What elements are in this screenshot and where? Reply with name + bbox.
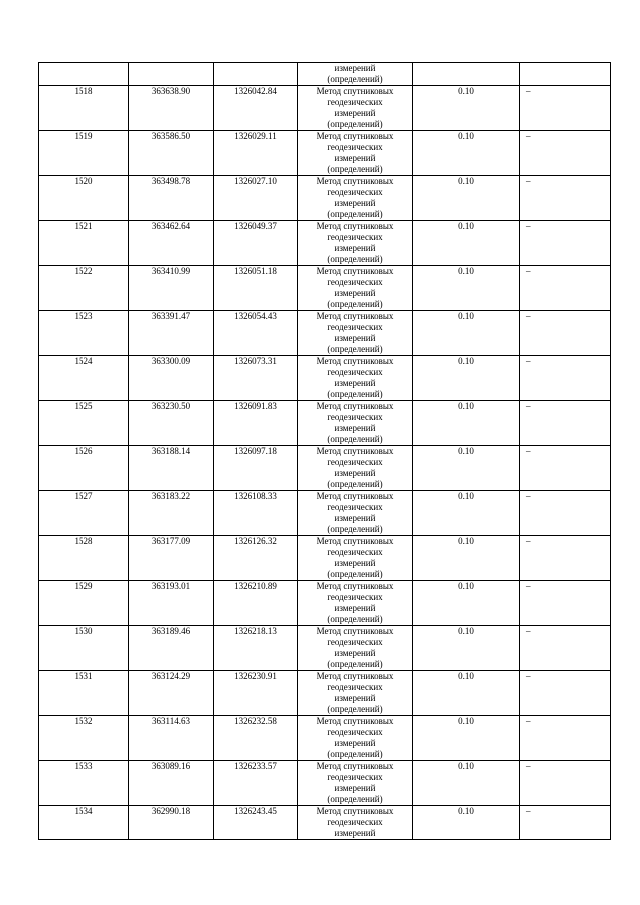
cell-method [298,626,413,671]
cell-method [298,491,413,536]
cell-y: 1326218.13 [214,626,298,671]
cell-accuracy: 0.10 [413,311,520,356]
cell-method [298,581,413,626]
cell-y: 1326210.89 [214,581,298,626]
method-line: измерений [334,783,376,793]
method-line: геодезических [327,367,383,377]
cell-method [298,311,413,356]
cell-point-id: 1527 [39,491,129,536]
method-line: (определений) [327,209,383,219]
cell-accuracy: 0.10 [413,581,520,626]
method-line: (определений) [327,569,383,579]
table-row [39,446,611,491]
method-line: измерений [334,243,376,253]
cell-extra: – [520,581,611,626]
method-line: геодезических [327,637,383,647]
cell-y: 1326051.18 [214,266,298,311]
cell-method [298,446,413,491]
cell-x: 363462.64 [129,221,214,266]
method-line: геодезических [327,502,383,512]
cell-extra: – [520,131,611,176]
cell-y: 1326232.58 [214,716,298,761]
cell-point-id: 1519 [39,131,129,176]
cell-x: 363300.09 [129,356,214,401]
cell-method [298,806,413,840]
method-line: Метод спутниковых [316,761,394,771]
cell-y [214,63,298,86]
cell-method [298,86,413,131]
method-line: (определений) [327,749,383,759]
cell-method [298,266,413,311]
document-page [38,62,610,840]
method-line: измерений [334,108,376,118]
table-row [39,356,611,401]
cell-x [129,63,214,86]
cell-x: 363391.47 [129,311,214,356]
cell-method [298,176,413,221]
method-line: измерений [334,423,376,433]
cell-point-id: 1534 [39,806,129,840]
method-line: Метод спутниковых [316,266,394,276]
method-line: Метод спутниковых [316,626,394,636]
cell-point-id: 1525 [39,401,129,446]
method-line: измерений [334,198,376,208]
coordinates-table-body [39,63,611,840]
cell-extra: – [520,356,611,401]
cell-method [298,761,413,806]
method-line: (определений) [327,74,383,84]
method-line: геодезических [327,232,383,242]
cell-extra: – [520,86,611,131]
method-line: геодезических [327,277,383,287]
method-line: измерений [334,333,376,343]
method-line: Метод спутниковых [316,446,394,456]
cell-x: 363183.22 [129,491,214,536]
method-line: (определений) [327,164,383,174]
table-row [39,311,611,356]
method-line: геодезических [327,547,383,557]
method-line: (определений) [327,299,383,309]
table-row [39,716,611,761]
method-line: измерений [334,288,376,298]
cell-y: 1326073.31 [214,356,298,401]
cell-accuracy: 0.10 [413,266,520,311]
cell-point-id: 1526 [39,446,129,491]
cell-extra: – [520,536,611,581]
cell-accuracy: 0.10 [413,806,520,840]
cell-extra: – [520,491,611,536]
cell-accuracy: 0.10 [413,221,520,266]
method-line: (определений) [327,794,383,804]
table-row [39,536,611,581]
method-line: геодезических [327,727,383,737]
method-line: Метод спутниковых [316,401,394,411]
cell-accuracy: 0.10 [413,446,520,491]
method-line: измерений [334,513,376,523]
cell-method [298,131,413,176]
method-line: Метод спутниковых [316,356,394,366]
method-line: геодезических [327,592,383,602]
cell-y: 1326042.84 [214,86,298,131]
method-line: (определений) [327,524,383,534]
method-line: Метод спутниковых [316,536,394,546]
cell-accuracy [413,63,520,86]
method-line: измерений [334,648,376,658]
table-row [39,401,611,446]
cell-accuracy: 0.10 [413,491,520,536]
table-row [39,221,611,266]
method-line: измерений [334,828,376,838]
cell-method [298,716,413,761]
method-line: (определений) [327,434,383,444]
method-line: измерений [334,558,376,568]
cell-extra: – [520,446,611,491]
method-line: (определений) [327,254,383,264]
cell-y: 1326233.57 [214,761,298,806]
cell-y: 1326027.10 [214,176,298,221]
cell-y: 1326108.33 [214,491,298,536]
cell-point-id: 1524 [39,356,129,401]
method-line: измерений [334,468,376,478]
method-line: геодезических [327,142,383,152]
cell-y: 1326126.32 [214,536,298,581]
table-row [39,131,611,176]
cell-x: 363089.16 [129,761,214,806]
method-line: (определений) [327,659,383,669]
table-row [39,581,611,626]
cell-accuracy: 0.10 [413,356,520,401]
cell-extra: – [520,311,611,356]
cell-point-id: 1521 [39,221,129,266]
cell-point-id [39,63,129,86]
method-line: геодезических [327,817,383,827]
method-line: (определений) [327,344,383,354]
cell-x: 363177.09 [129,536,214,581]
method-line: геодезических [327,412,383,422]
cell-x: 363114.63 [129,716,214,761]
table-row [39,266,611,311]
cell-point-id: 1530 [39,626,129,671]
cell-accuracy: 0.10 [413,536,520,581]
cell-method [298,356,413,401]
method-line: геодезических [327,322,383,332]
method-line: измерений [334,378,376,388]
cell-point-id: 1523 [39,311,129,356]
method-line: геодезических [327,457,383,467]
cell-x: 363124.29 [129,671,214,716]
method-line: геодезических [327,772,383,782]
table-row [39,806,611,840]
cell-point-id: 1522 [39,266,129,311]
coordinates-table [38,62,611,840]
cell-accuracy: 0.10 [413,401,520,446]
cell-y: 1326243.45 [214,806,298,840]
cell-accuracy: 0.10 [413,716,520,761]
cell-accuracy: 0.10 [413,176,520,221]
method-line: Метод спутниковых [316,491,394,501]
cell-x: 363193.01 [129,581,214,626]
cell-point-id: 1520 [39,176,129,221]
method-line: геодезических [327,187,383,197]
cell-point-id: 1529 [39,581,129,626]
cell-extra: – [520,626,611,671]
method-line: (определений) [327,479,383,489]
cell-accuracy: 0.10 [413,761,520,806]
cell-extra: – [520,806,611,840]
cell-method [298,536,413,581]
method-line: Метод спутниковых [316,176,394,186]
method-line: (определений) [327,119,383,129]
cell-y: 1326091.83 [214,401,298,446]
cell-point-id: 1532 [39,716,129,761]
method-line: Метод спутниковых [316,716,394,726]
cell-x: 363188.14 [129,446,214,491]
cell-x: 363638.90 [129,86,214,131]
cell-extra: – [520,176,611,221]
cell-extra: – [520,266,611,311]
cell-x: 363189.46 [129,626,214,671]
cell-point-id: 1533 [39,761,129,806]
method-line: геодезических [327,97,383,107]
cell-y: 1326029.11 [214,131,298,176]
method-line: измерений [334,603,376,613]
method-line: измерений [334,153,376,163]
cell-accuracy: 0.10 [413,626,520,671]
cell-point-id: 1518 [39,86,129,131]
cell-method [298,671,413,716]
table-row [39,761,611,806]
cell-method [298,63,413,86]
method-line: Метод спутниковых [316,671,394,681]
cell-y: 1326230.91 [214,671,298,716]
method-line: (определений) [327,614,383,624]
cell-method [298,221,413,266]
method-line: (определений) [327,704,383,714]
method-line: (определений) [327,389,383,399]
cell-extra: – [520,221,611,266]
method-line: геодезических [327,682,383,692]
cell-x: 363410.99 [129,266,214,311]
cell-x: 362990.18 [129,806,214,840]
cell-x: 363498.78 [129,176,214,221]
method-line: Метод спутниковых [316,581,394,591]
cell-method [298,401,413,446]
cell-extra: – [520,671,611,716]
cell-extra: – [520,401,611,446]
cell-extra: – [520,716,611,761]
method-line: Метод спутниковых [316,221,394,231]
method-line: измерений [334,693,376,703]
table-row [39,86,611,131]
cell-point-id: 1531 [39,671,129,716]
cell-x: 363586.50 [129,131,214,176]
cell-y: 1326049.37 [214,221,298,266]
method-line: Метод спутниковых [316,86,394,96]
method-line: Метод спутниковых [316,131,394,141]
cell-point-id: 1528 [39,536,129,581]
method-line: Метод спутниковых [316,806,394,816]
cell-x: 363230.50 [129,401,214,446]
table-row [39,176,611,221]
cell-accuracy: 0.10 [413,671,520,716]
method-line: измерений [334,63,376,73]
cell-accuracy: 0.10 [413,131,520,176]
table-row [39,626,611,671]
cell-accuracy: 0.10 [413,86,520,131]
method-line: измерений [334,738,376,748]
table-row [39,491,611,536]
cell-extra [520,63,611,86]
cell-extra: – [520,761,611,806]
cell-y: 1326097.18 [214,446,298,491]
table-row-continued [39,63,611,86]
table-row [39,671,611,716]
cell-y: 1326054.43 [214,311,298,356]
method-line: Метод спутниковых [316,311,394,321]
